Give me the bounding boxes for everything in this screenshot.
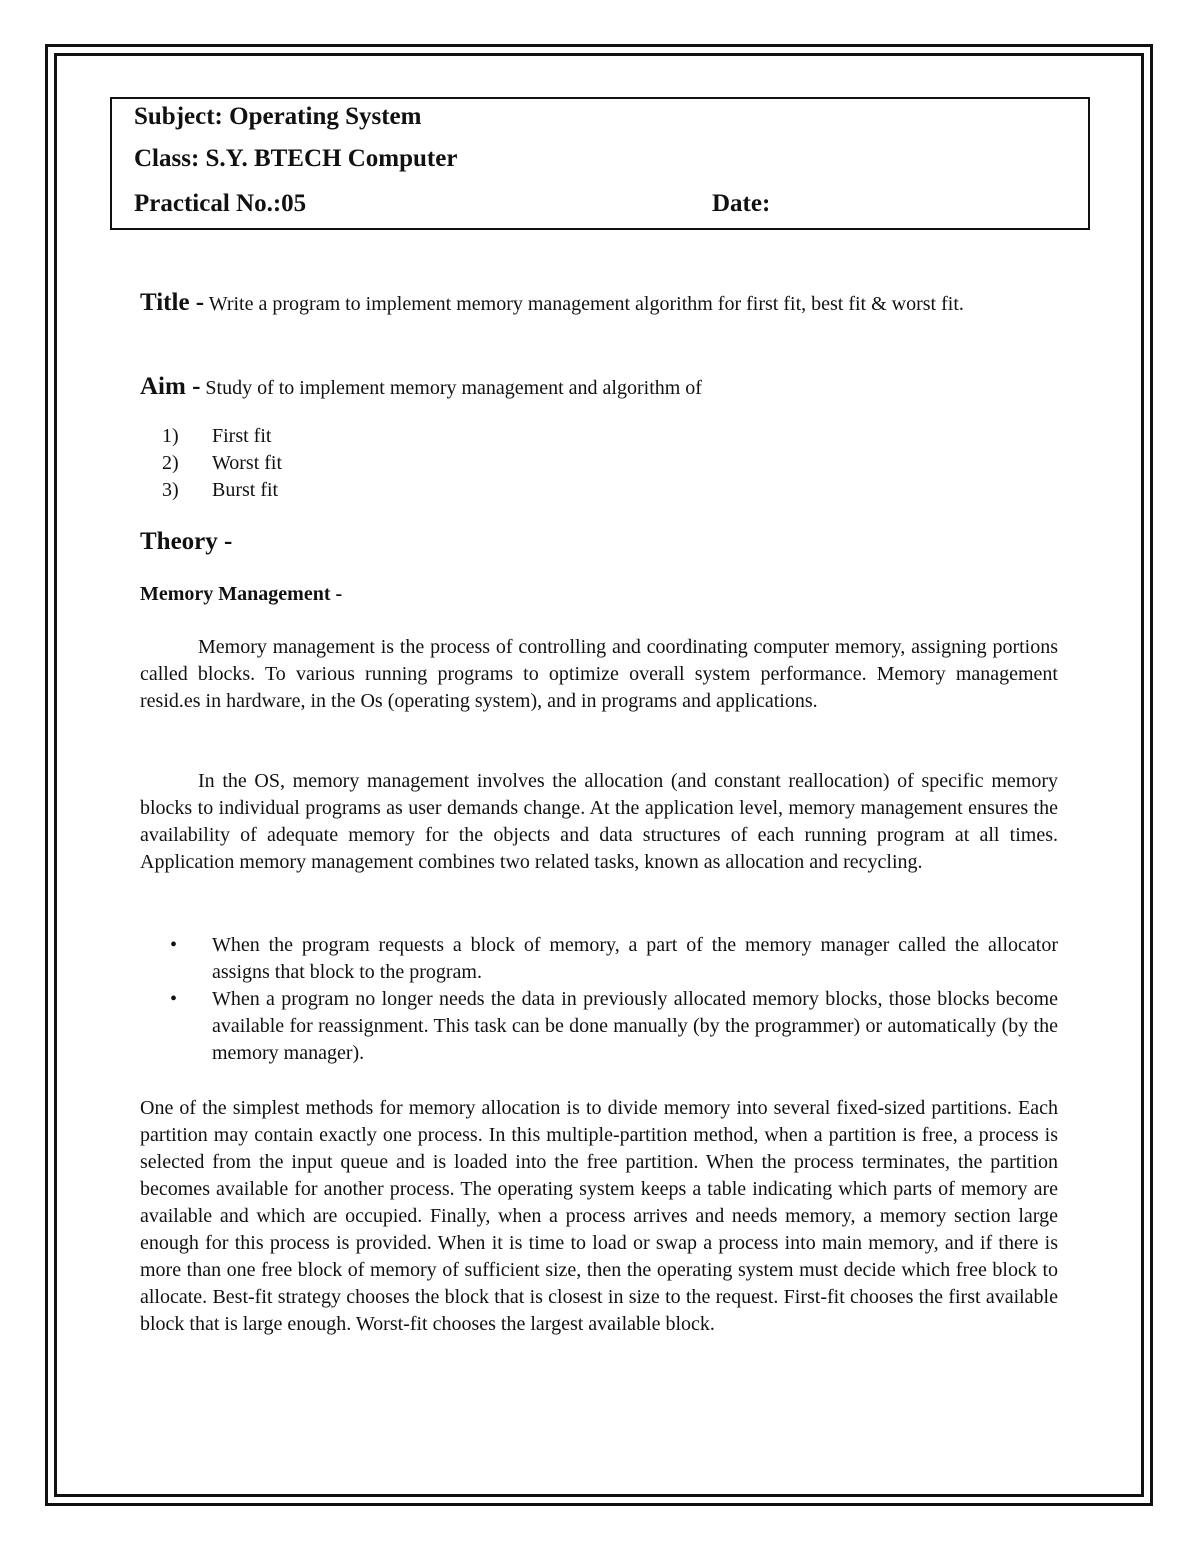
paragraph-3: One of the simplest methods for memory allocation is to divide memory into several fixed-sized partitions. Each partition may contain exactly one process. In this multiple-partition method, when a partition is free, a process is selected from the input queue and is loaded into the free partition. When the process terminates, the partition becomes available for another process. The operating system keeps a table indicating which parts of memory are available and which are occupied. Finally, when a process arrives and needs memory, a memory section large enough for this process is provided. When it is time to load or swap a process into main memory, and if there is more than one free block of memory of sufficient size, then the operating system must decide which free block to allocate. Best-fit strategy chooses the block that is closest in size to the request. First-fit chooses the first available block that is large enough. Worst-fit chooses the largest available block. <box>140 1097 1058 1335</box>
bullet-list <box>170 932 1058 1067</box>
title-label: Title - <box>140 289 205 316</box>
bullet-icon: • <box>170 988 178 1010</box>
list-item: 1) First fit <box>162 425 272 447</box>
list-item: 3) Burst fit <box>162 479 279 501</box>
subject-line: Subject: Operating System <box>134 103 422 130</box>
paragraph-1: Memory management is the process of controlling and coordinating computer memory, assigning portions called blocks. To various running programs to optimize overall system performance. Memory management resid.es in hardware, in the Os (operating system), and in programs and applications. <box>140 636 1058 712</box>
practical-number: Practical No.:05 <box>134 190 307 217</box>
memory-management-heading: Memory Management - <box>140 583 343 605</box>
aim-label: Aim - <box>140 373 201 400</box>
aim-list <box>162 423 282 504</box>
title-section <box>140 289 1058 318</box>
bullet-icon: • <box>170 934 178 956</box>
list-item: 2) Worst fit <box>162 452 283 474</box>
class-line: Class: S.Y. BTECH Computer <box>134 145 458 172</box>
header-box <box>110 97 1090 230</box>
title-text: Write a program to implement memory management algorithm for first fit, best fit & worst fit. <box>208 293 964 315</box>
aim-text: Study of to implement memory management and algorithm of <box>205 377 702 399</box>
list-item: • When the program requests a block of memory, a part of the memory manager called the allocator assigns that block to the program. <box>170 934 1058 983</box>
aim-section <box>140 373 1058 402</box>
theory-heading: Theory - <box>140 528 233 555</box>
paragraph-2: In the OS, memory management involves the allocation (and constant reallocation) of specific memory blocks to individual programs as user demands change. At the application level, memory management ensures the availability of adequate memory for the objects and data structures of each running program at all times. Application memory management combines two related tasks, known as allocation and recycling. <box>140 770 1058 873</box>
list-item: • When a program no longer needs the data in previously allocated memory blocks, those blocks become available for reassignment. This task can be done manually (by the programmer) or automatically (by the memory manager). <box>170 988 1058 1064</box>
date-label: Date: <box>712 190 771 217</box>
